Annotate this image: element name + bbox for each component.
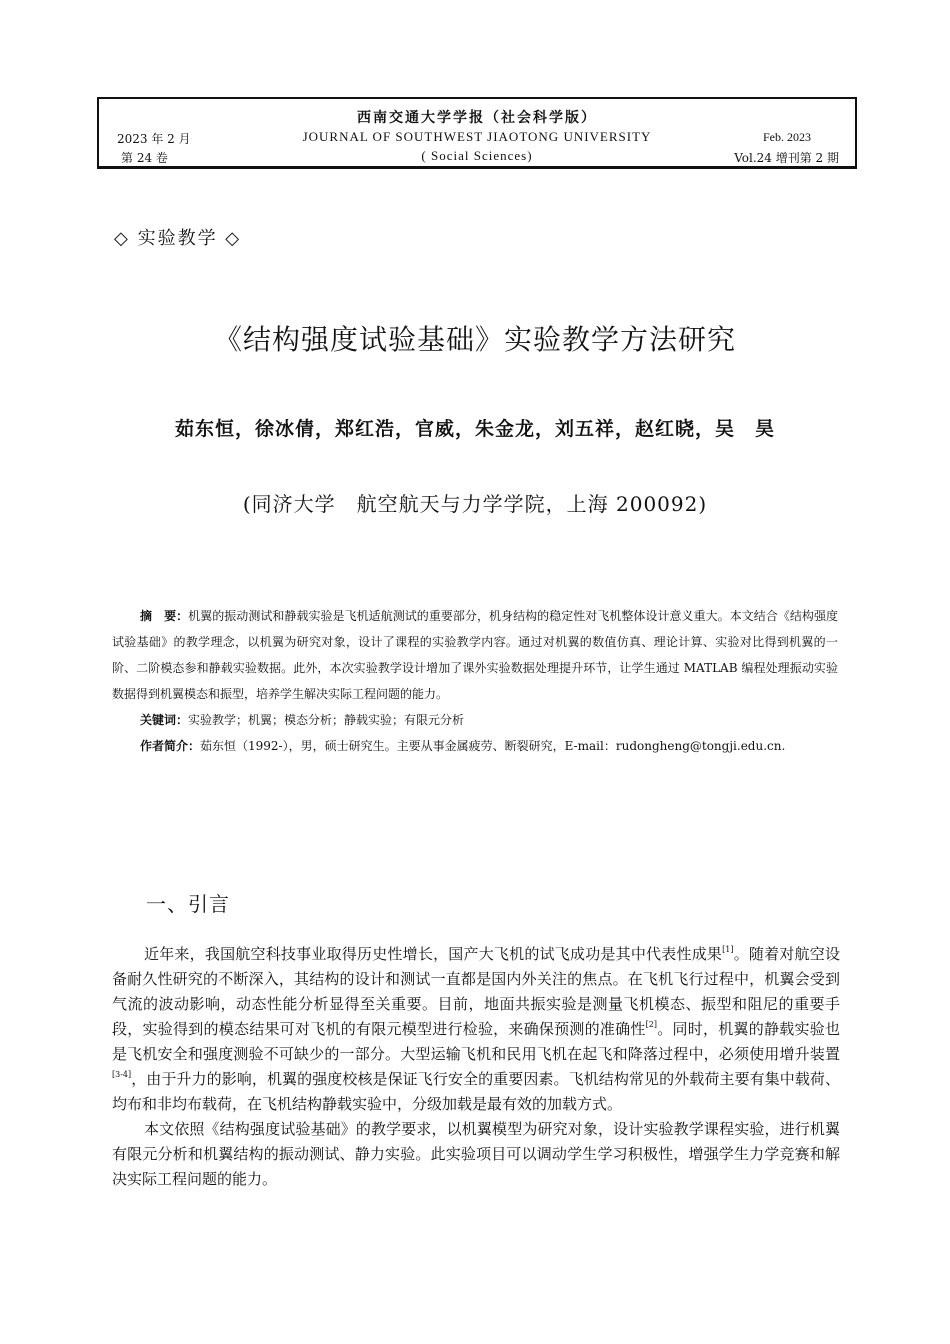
abstract-block bbox=[112, 603, 838, 759]
journal-header bbox=[97, 97, 857, 169]
body-paragraph-2: 本文依照《结构强度试验基础》的教学要求，以机翼模型为研究对象，设计实验教学课程实验，进行机翼有限元分析和机翼结构的振动测试、静力实验。此实验项目可以调动学生学习积极性，增强学生力学竞赛和解决实际工程问题的能力。 bbox=[112, 1120, 840, 1188]
abstract-label: 摘 要： bbox=[140, 609, 189, 623]
text-run: 。同时，机翼的静载实验也是飞机安全和强度测验不可缺少的一部分。大型运输飞机和民用飞机在起飞和降落过程中，必须使用增升装置 bbox=[112, 1020, 840, 1063]
issue-date-cn: 2023 年 2 月 bbox=[117, 132, 191, 146]
body-paragraph-1 bbox=[112, 942, 840, 1117]
keywords-text: 实验教学；机翼；模态分析；静载实验；有限元分析 bbox=[188, 713, 465, 727]
journal-title-en: JOURNAL OF SOUTHWEST JIAOTONG UNIVERSITY bbox=[302, 129, 652, 144]
keywords-paragraph bbox=[112, 707, 838, 733]
journal-subtitle-en: ( Social Sciences) bbox=[421, 148, 533, 163]
author-list: 茹东恒，徐冰倩，郑红浩，官威，朱金龙，刘五祥，赵红晓，吴 昊 bbox=[174, 418, 775, 440]
paper-title: 《结构强度试验基础》实验教学方法研究 bbox=[213, 323, 736, 356]
author-info-paragraph bbox=[112, 733, 838, 759]
section-tag: ◇ 实验教学 ◇ bbox=[114, 228, 242, 249]
keywords-label: 关键词： bbox=[140, 713, 189, 727]
author-info-label: 作者简介： bbox=[140, 739, 201, 753]
abstract-text: 机翼的振动测试和静载实验是飞机适航测试的重要部分，机身结构的稳定性对飞机整体设计意义重大。本文结合《结构强度试验基础》的教学理念，以机翼为研究对象，设计了课程的实验教学内容。通过对机翼的数值仿真、理论计算、实验对比得到机翼的一阶、二阶模态参和静载实验数据。此外，本次实验教学设计增加了课外实验数据处理提升环节，让学生通过 MATLAB 编程处理振动实验数据得到机翼模态和振型，培养学生解决实际工程问题的能力。 bbox=[112, 609, 838, 701]
issue-date-en: Feb. 2023 bbox=[763, 130, 811, 144]
citation-ref-1[interactable]: [1] bbox=[722, 945, 734, 954]
journal-title-cn: 西南交通大学学报（社会科学版） bbox=[357, 110, 597, 126]
text-run: 。随着对航空设备耐久性研究的不断深入，其结构的设计和测试一直都是国内外关注的焦点。在飞机飞行过程中，机翼会受到气流的波动影响，动态性能分析显得至关重要。目前，地面共振实验是测量飞机模态、振型和阻尼的重要手段，实验得到的模态结果可对飞机的有限元模型进行检验，来确保预测的准确性 bbox=[112, 945, 840, 1038]
abstract-paragraph bbox=[112, 603, 838, 707]
section-heading: 一、引言 bbox=[146, 892, 230, 916]
volume-en: Vol.24 增刊第 2 期 bbox=[734, 151, 839, 165]
author-info-text: 茹东恒（1992-），男，硕士研究生。主要从事金属疲劳、断裂研究，E-mail：rudongheng@tongji.edu.cn. bbox=[200, 739, 786, 753]
body-text bbox=[112, 942, 840, 1192]
text-run: ，由于升力的影响，机翼的强度校核是保证飞行安全的重要因素。飞机结构常见的外载荷主要有集中载荷、均布和非均布载荷，在飞机结构静载实验中，分级加载是最有效的加载方式。 bbox=[112, 1070, 840, 1113]
citation-ref-3[interactable]: [3-4] bbox=[112, 1070, 132, 1079]
volume-cn: 第 24 卷 bbox=[121, 151, 168, 165]
affiliation: (同济大学 航空航天与力学学院，上海 200092) bbox=[242, 492, 708, 516]
citation-ref-2[interactable]: [2] bbox=[645, 1020, 658, 1029]
text-run: 近年来，我国航空科技事业取得历史性增长，国产大飞机的试飞成功是其中代表性成果 bbox=[144, 945, 723, 963]
